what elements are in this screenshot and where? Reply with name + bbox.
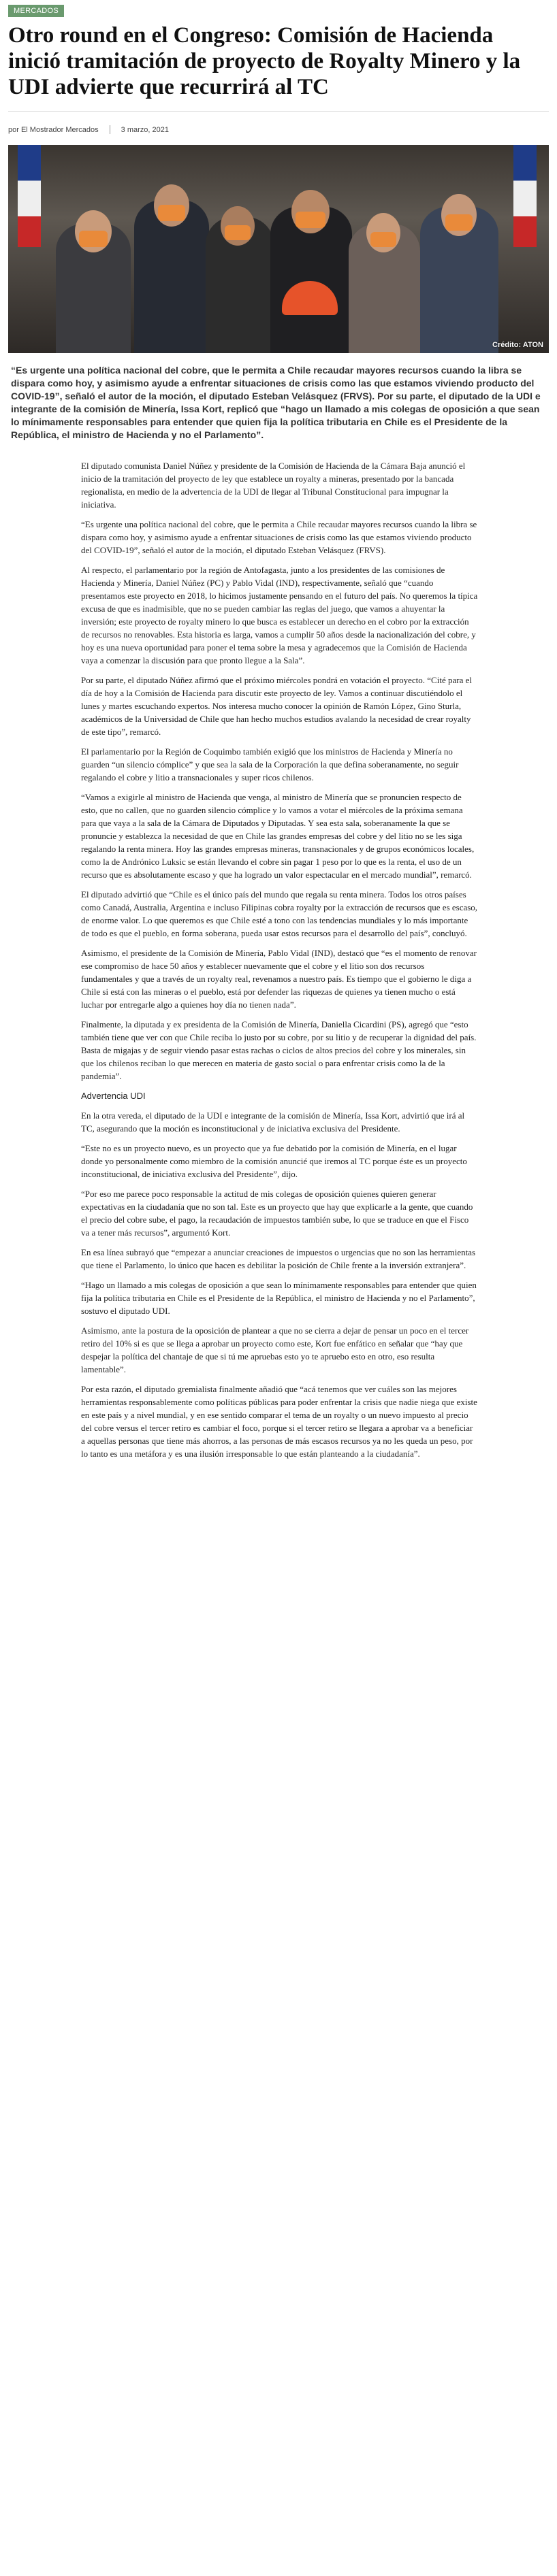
face-mask: [79, 231, 108, 247]
paragraph: “Hago un llamado a mis colegas de oposición a que sean lo mínimamente responsables para entender que quien fija la política tributaria en Chile es el Presidente de la República, el ministro de Hacienda y no el Parlamento”, sostuvo el diputado UDI.: [81, 1280, 477, 1316]
paragraph: “Es urgente una política nacional del cobre, que le permita a Chile recaudar mayores recursos cuando la libra se dispara como hoy, y asimismo ayude a enfrentar situaciones de crisis como las que estamos viviendo producto del COVID-19”, señaló el autor de la moción, el diputado Esteban Velásquez (FRVS).: [81, 519, 477, 555]
photo-credit: Crédito: ATON: [492, 341, 543, 349]
face-mask: [445, 214, 473, 231]
author-link[interactable]: por El Mostrador Mercados: [8, 125, 99, 134]
category-badge[interactable]: MERCADOS: [8, 5, 64, 17]
paragraph: Al respecto, el parlamentario por la región de Antofagasta, junto a los presidentes de las comisiones de Hacienda y Minería, Daniel Núñez (PC) y Pablo Vidal (IND), respectivamente, señaló que “cuando presentamos este proyecto en 2018, lo hicimos justamente pensando en el futuro del país. No queremos la típica excusa de que es inadmisible, que no se pueden cambiar las reglas del juego, que vamos a ahuyentar la inversión; este proyecto de royalty minero lo que busca es establecer un derecho en el cobro por la extracción de recursos no renovables. Esta historia es larga, vamos a cumplir 50 años desde la nacionalización del cobre, y hoy es una nueva oportunidad para poner el tema sobre la mesa y agradecemos que la Comisión de Hacienda vaya a comenzar la discusión para que pronto llegue a la Sala”.: [81, 565, 478, 665]
face-mask: [158, 205, 185, 221]
face-mask: [225, 225, 251, 240]
chile-flag-right: [513, 145, 537, 247]
article-body: [81, 459, 478, 1460]
paragraph: Asimismo, el presidente de la Comisión de Minería, Pablo Vidal (IND), destacó que “es el momento de renovar ese compromiso de hace 50 años y establecer nuevamente que el cobre y el litio son dos recursos fundamentales y que a través de un royalty real, revenamos a nuestro país. Es tiempo que el gobierno le diga a Chile si está con las mineras o el pueblo, está por defender las riquezas de quienes ya tienen mucho o está luchar por entregarle algo a quienes hoy día no tienen nada”.: [81, 948, 477, 1010]
publish-date: 3 marzo, 2021: [121, 125, 169, 134]
paragraph: En la otra vereda, el diputado de la UDI e integrante de la comisión de Minería, Issa Kort, advirtió que irá al TC, asegurando que la moción es inconstitucional y de iniciativa exclusiva del Presidente.: [81, 1110, 465, 1134]
paragraph: El parlamentario por la Región de Coquimbo también exigió que los ministros de Hacienda y Minería no guarden “un silencio cómplice” y que sea la sala de la Corporación la que defina soberanamente, no seguir regalando el cobre y litio a transnacionales y super ricos chilenos.: [81, 746, 459, 782]
paragraph: El diputado advirtió que “Chile es el único país del mundo que regala su renta minera. Todos los otros países como Canadá, Australia, Argentina e incluso Filipinas cobra royalty por la extracción de recursos que es escaso, de enorme valor. Lo que queremos es que Chile esté a tono con las tendencias mundiales y lo más importante de todo es que el pueblo, en forma soberana, pueda usar estos recursos para el desarrollo del país”, concluyó.: [81, 889, 478, 938]
paragraph: Finalmente, la diputada y ex presidenta de la Comisión de Minería, Daniella Cicardini (PS), agregó que “esto también tiene que ver con que Chile reciba lo justo por su cobre, por su litio y de recuperar la dignidad del país. Basta de migajas y de seguir viendo pasar estas rachas o ciclos de altos precios del cobre y los minerales, sin que los chilenos reciban lo que merecen en materia de gasto social o para enfrentar crisis como la de la pandemia”.: [81, 1019, 477, 1081]
chile-flag-left: [18, 145, 41, 247]
paragraph: El diputado comunista Daniel Núñez y presidente de la Comisión de Hacienda de la Cámara Baja anunció el inicio de la tramitación del proyecto de ley que establece un royalty a mineras, presentado por la bancada regionalista, en medio de la advertencia de la UDI de llegar al Tribunal Constitucional para impugnar la iniciativa.: [81, 461, 466, 510]
paragraph: “Este no es un proyecto nuevo, es un proyecto que ya fue debatido por la comisión de Minería, en el lugar donde yo personalmente como miembro de la comisión anuncié que iremos al TC porque éste es un proyecto inconstitucional, de iniciativa exclusiva del Presidente”, dijo.: [81, 1143, 467, 1179]
article-headline: Otro round en el Congreso: Comisión de Hacienda inició tramitación de proyecto de Royalty Minero y la UDI advierte que recurrirá al TC: [8, 23, 521, 99]
paragraph: “Por eso me parece poco responsable la actitud de mis colegas de oposición quienes quieren generar expectativas en la ciudadanía que no son tal. Este es un proyecto que hay que explicarle a la gente, que cuando el precio del cobre sube, el pago, la recaudación de impuestos también sube, lo que se traduce en que el Fisco va a tener más recursos”, argumentó Kort.: [81, 1189, 473, 1238]
paragraph: Por esta razón, el diputado gremialista finalmente añadió que “acá tenemos que ver cuáles son las mejores herramientas responsablemente como políticas públicas para poder enfrentar la crisis que nadie niega que existe en este país y a nivel mundial, y en ese sentido comparar el tema de un royalty o un nuevo impuesto al precio del cobre versus el tercer retiro es cambiar el foco, porque si el tercer retiro se llegara a aprobar va a beneficiar a aquellas personas que tiene más ahorros, a las personas de más escasos recursos ya no les queda un peso, por lo tanto es una metáfora y es una ilusión irresponsable lo que están planteando a la ciudadanía”.: [81, 1384, 477, 1459]
section-subheading: Advertencia UDI: [81, 1091, 146, 1101]
paragraph: “Vamos a exigirle al ministro de Hacienda que venga, al ministro de Minería que se pronuncien respecto de esto, que no callen, que no guarden silencio cómplice y lo vamos a votar el miércoles de la próxima semana para que vaya a la sala de la Cámara de Diputados y Diputadas. Y sea esta sala, soberanamente la que se pronuncie y establezca la necesidad de que en Chile las grandes empresas del cobre y del litio no se les siga regalando la renta minera. Hoy las grandes empresas mineras, transnacionales y de grupos económicos locales, como la de Andrónico Luksic se están llevando el cobre sin pagar 1 peso por lo que es la renta, el uso de un recurso que es absolutamente escaso y que ha logrado un valor espectacular en el mercado mundial”, remarcó.: [81, 792, 475, 880]
paragraph: En esa línea subrayó que “empezar a anunciar creaciones de impuestos o urgencias que no son las herramientas que tiene el Parlamento, lo único que hacen es debilitar la posición de Chile frente a la inversión extranjera”.: [81, 1247, 476, 1270]
divider: [8, 111, 549, 112]
paragraph: Por su parte, el diputado Núñez afirmó que el próximo miércoles pondrá en votación el proyecto. “Cité para el día de hoy a la Comisión de Hacienda para discutir este proyecto de ley. Vamos a continuar discutiéndolo el lunes y martes escuchando expertos. Nos interesa mucho conocer la opinión de Ramón López, Gino Sturla, académicos de la Universidad de Chile que han hecho muchos estudios avalando la necesidad de crear royalty de este tipo”, remarcó.: [81, 675, 472, 737]
article-photo: [8, 145, 549, 353]
article-lead: “Es urgente una política nacional del cobre, que le permita a Chile recaudar mayores recursos cuando la libra se dispara como hoy, y asimismo ayude a enfrentar situaciones de crisis como las que estamos viviendo producto del COVID-19”, señaló el autor de la moción, el diputado Esteban Velásquez (FRVS). Por su parte, el diputado de la UDI e integrante de la comisión de Minería, Issa Kort, replicó que “hago un llamado a mis colegas de oposición a que sean lo mínimamente responsables para entender que quien fija la política tributaria en Chile es el Presidente de la República, el ministro de Hacienda y no el Parlamento”.: [11, 365, 541, 440]
byline: [8, 125, 549, 134]
face-mask: [370, 232, 396, 247]
face-mask: [296, 212, 325, 228]
paragraph: Asimismo, ante la postura de la oposición de plantear a que no se cierra a dejar de pensar un poco en el tercer retiro del 10% si es que se llega a aprobar un proyecto como este, Kort fue enfático en señalar que “hay que despejar la política del chantaje de que si tú me apruebas esto yo te apruebo esto en otro, eso resulta lamentable”.: [81, 1325, 469, 1374]
